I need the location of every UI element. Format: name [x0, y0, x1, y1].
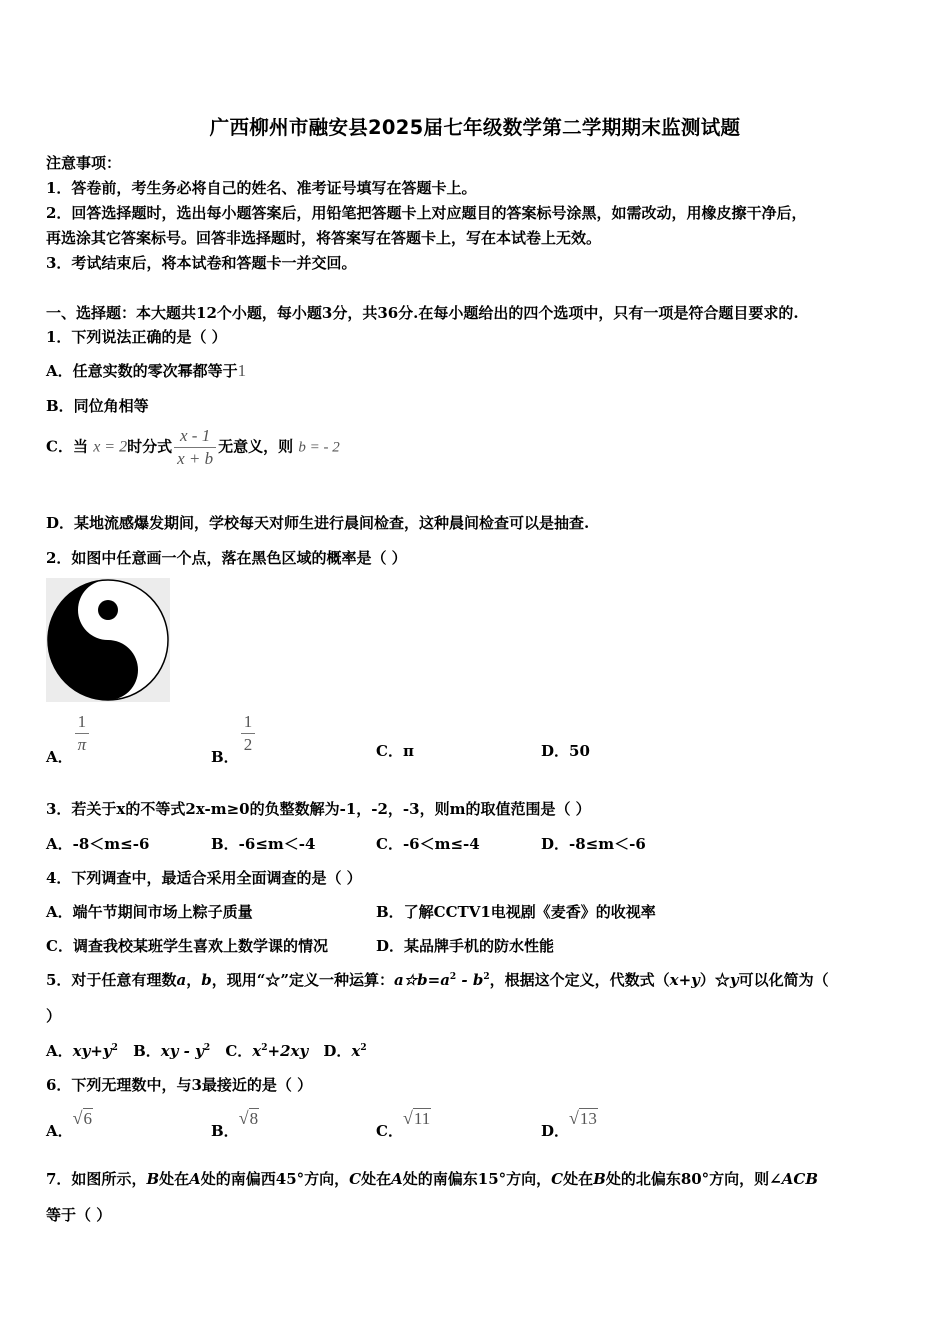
q1-c-pre: C．当 [46, 437, 88, 456]
q6-b-rad: 8 [249, 1109, 259, 1128]
q6-option-d [541, 1108, 598, 1140]
q1-option-b: B．同位角相等 [46, 397, 149, 415]
q2-option-c: C．π [376, 742, 414, 760]
q7-t2: 处的南偏西45°方向， [200, 1170, 350, 1188]
q5-c-val: x [252, 1042, 262, 1060]
notice-item-2-cont: 再选涂其它答案标号。回答非选择题时，将答案写在答题卡上，写在本试卷上无效。 [46, 229, 602, 247]
q7-t5: 处在 [563, 1170, 594, 1188]
q1-option-c [46, 426, 340, 469]
notice-item-3: 3．考试结束后，将本试卷和答题卡一并交回。 [46, 254, 357, 272]
radical-sign-icon: √ [238, 1108, 249, 1128]
q5-c-label: C． [225, 1042, 253, 1060]
q2-stem: 2．如图中任意画一个点，落在黑色区域的概率是（ ） [46, 549, 407, 567]
q1-c-mid: 时分式 [127, 437, 173, 456]
q5-expr: x+y [669, 971, 700, 989]
q5-stem-3: ，根据这个定义，代数式（ [489, 971, 670, 989]
yin-yang-figure [46, 578, 170, 702]
q5-stem-cont: ） [46, 1007, 62, 1025]
q2-option-b [211, 712, 257, 766]
q4-option-b: B．了解CCTV1电视剧《麦香》的收视率 [376, 903, 656, 921]
q7-num: 7．如图所示， [46, 1170, 147, 1188]
q5-d-label: D． [323, 1042, 352, 1060]
q6-a-label: A． [46, 1122, 73, 1140]
q3-stem: 3．若关于x的不等式2x-m≥0的负整数解为-1，-2，-3，则m的取值范围是（ ） [46, 800, 591, 818]
q5-b-val: xy - y [160, 1042, 204, 1060]
q5-a-val: xy+y [72, 1042, 112, 1060]
q2-b-num: 1 [243, 712, 253, 731]
q6-option-a [46, 1108, 93, 1140]
q2-b-den: 2 [241, 733, 256, 755]
q7-ACB: ACB [781, 1170, 819, 1188]
q5-var-b: b [201, 971, 212, 989]
q7-t6: 处的北偏东80°方向，则∠ [605, 1170, 782, 1188]
q7-C-2: C [551, 1170, 564, 1188]
q5-c-sup: 2 [261, 1043, 268, 1053]
q2-a-fraction [75, 712, 90, 755]
q5-c-val-2: +2xy [267, 1042, 309, 1060]
q7-C: C [349, 1170, 362, 1188]
q1-c-post: 无意义，则 [218, 437, 294, 456]
q5-d-val: x [351, 1042, 361, 1060]
q1-stem: 1．下列说法正确的是（ ） [46, 328, 227, 346]
q5-sep: ， [186, 971, 202, 989]
q3-option-d: D．-8≤m＜-6 [541, 835, 646, 853]
q5-stem-5: 可以化简为（ [738, 971, 829, 989]
q6-a-rad: 6 [83, 1109, 93, 1128]
q6-c-label: C． [376, 1122, 403, 1140]
q6-option-b [211, 1108, 259, 1140]
q5-options [46, 1040, 367, 1061]
q6-b-sqrt [239, 1108, 259, 1129]
radical-sign-icon: √ [569, 1108, 579, 1128]
q5-op: a☆b=a [393, 971, 450, 989]
q1-c-cond: x = 2 [93, 438, 128, 456]
q5-a-label: A． [46, 1042, 73, 1060]
q2-a-den: π [75, 733, 90, 755]
q6-d-rad: 13 [579, 1109, 597, 1128]
q5-op-sup-1: 2 [449, 972, 457, 982]
q2-option-d: D．50 [541, 742, 590, 760]
notice-item-1: 1．答卷前，考生务必将自己的姓名、准考证号填写在答题卡上。 [46, 179, 477, 197]
q5-op-sup-2: 2 [483, 972, 490, 982]
q6-c-sqrt [403, 1108, 431, 1129]
q7-stem-cont: 等于（ ） [46, 1206, 112, 1224]
q4-option-c: C．调查我校某班学生喜欢上数学课的情况 [46, 937, 328, 955]
q1-option-a [46, 360, 246, 381]
q7-t1: 处在 [159, 1170, 190, 1188]
q2-a-label: A． [46, 747, 73, 766]
q7-t3: 处在 [361, 1170, 392, 1188]
q5-b-label: B． [133, 1042, 161, 1060]
q2-a-num: 1 [77, 712, 87, 731]
section-heading: 一、选择题：本大题共12个小题，每小题3分，共36分.在每小题给出的四个选项中，只有一项是符合题目要求的. [46, 304, 799, 322]
q2-option-a [46, 712, 91, 766]
q5-stem-2: ，现用“☆”定义一种运算： [211, 971, 394, 989]
q3-option-c: C．-6＜m≤-4 [376, 835, 480, 853]
q1-c-num: x - 1 [180, 426, 211, 445]
q7-stem [46, 1168, 818, 1189]
q4-stem: 4．下列调查中，最适合采用全面调查的是（ ） [46, 869, 362, 887]
q1-c-fraction [174, 426, 216, 469]
q5-a-sup: 2 [111, 1043, 118, 1053]
notice-heading: 注意事项： [46, 154, 122, 172]
q6-stem: 6．下列无理数中，与3最接近的是（ ） [46, 1076, 313, 1094]
q5-var-a: a [176, 971, 187, 989]
q7-A-2: A [391, 1170, 403, 1188]
q4-option-d: D．某品牌手机的防水性能 [376, 937, 555, 955]
q5-var-y: y [729, 971, 739, 989]
q7-B: B [146, 1170, 160, 1188]
q3-option-a: A．-8＜m≤-6 [46, 835, 150, 853]
q2-b-fraction [241, 712, 256, 755]
q3-option-b: B．-6≤m＜-4 [211, 835, 316, 853]
q7-B-2: B [593, 1170, 606, 1188]
q7-A: A [189, 1170, 201, 1188]
q6-b-label: B． [211, 1122, 239, 1140]
q6-d-sqrt [569, 1108, 598, 1129]
q6-c-rad: 11 [413, 1109, 431, 1128]
q1-option-d: D．某地流感爆发期间，学校每天对师生进行晨间检查，这种晨间检查可以是抽查. [46, 514, 590, 532]
q5-d-sup: 2 [360, 1043, 367, 1053]
q1-a-label: A．任意实数的零次幂都等于 [46, 362, 238, 380]
radical-sign-icon: √ [72, 1108, 83, 1128]
q5-stem [46, 969, 829, 990]
q1-c-res: b = - 2 [298, 439, 340, 456]
notice-item-2: 2．回答选择题时，选出每小题答案后，用铅笔把答题卡上对应题目的答案标号涂黑，如需改动，用橡皮擦干净后， [46, 204, 807, 222]
q1-a-math: 1 [237, 361, 247, 380]
q5-stem-1: 5．对于任意有理数 [46, 971, 177, 989]
radical-sign-icon: √ [402, 1108, 413, 1128]
q6-d-label: D． [541, 1122, 570, 1140]
q5-stem-4: ）☆ [699, 971, 730, 989]
black-dot [98, 600, 118, 620]
page-title: 广西柳州市融安县2025届七年级数学第二学期期末监测试题 [209, 116, 741, 139]
q6-a-sqrt [73, 1108, 93, 1129]
q5-op-2: - b [456, 971, 484, 989]
q4-option-a: A．端午节期间市场上粽子质量 [46, 903, 253, 921]
q7-t4: 处的南偏东15°方向， [402, 1170, 552, 1188]
black-dot-lower [98, 660, 118, 680]
q5-b-sup: 2 [203, 1043, 211, 1053]
q1-c-den: x + b [174, 447, 216, 469]
q6-option-c [376, 1108, 431, 1140]
q2-b-label: B． [211, 747, 239, 766]
